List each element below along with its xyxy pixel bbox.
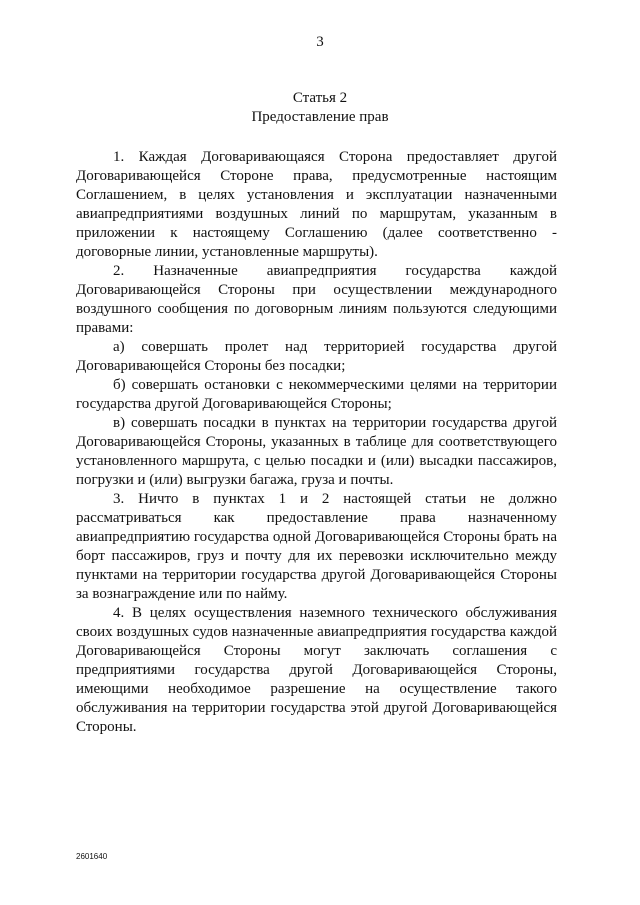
paragraph-2b: б) совершать остановки с некоммерческими целями на территории государства другой Договаривающейся Стороны; <box>76 377 557 412</box>
paragraph-1: 1. Каждая Договаривающаяся Сторона предоставляет другой Договаривающейся Стороне права, предусмотренные настоящим Соглашением, в целях установления и эксплуатации назначенными авиапредприятиями воздушных линий по маршрутам, указанным в приложении к настоящему Соглашению (далее соответственно - договорные линии, установленные маршруты). <box>76 149 557 260</box>
paragraph-2a: а) совершать пролет над территорией государства другой Договаривающейся Стороны без посадки; <box>76 339 557 374</box>
paragraph-2: 2. Назначенные авиапредприятия государства каждой Договаривающейся Стороны при осуществлении международного воздушного сообщения по договорным линиям пользуются следующими правами: <box>76 263 557 336</box>
page-number: 3 <box>316 34 324 50</box>
document-code: 2601640 <box>76 852 108 861</box>
article-body <box>76 148 557 737</box>
paragraph-2c: в) совершать посадки в пунктах на территории государства другой Договаривающейся Стороны, указанных в таблице для соответствующего установленного маршрута, с целью посадки и (или) высадки пассажиров, погрузки и (или) выгрузки багажа, груза и почты. <box>76 415 557 488</box>
article-subtitle: Предоставление прав <box>251 109 389 125</box>
article-title: Статья 2 <box>292 90 348 106</box>
paragraph-3: 3. Ничто в пунктах 1 и 2 настоящей статьи не должно рассматриваться как предоставление права назначенному авиапредприятию государства одной Договаривающейся Стороны брать на борт пассажиров, груз и почту для их перевозки исключительно между пунктами на территории государства другой Договаривающейся Стороны за вознаграждение или по найму. <box>76 491 557 602</box>
paragraph-4: 4. В целях осуществления наземного технического обслуживания своих воздушных судов назначенные авиапредприятия государства каждой Договаривающейся Стороны могут заключать соглашения с предприятиями государства другой Договаривающейся Стороны, имеющими необходимое разрешение на осуществление такого обслуживания на территории государства этой другой Договаривающейся Стороны. <box>76 605 557 735</box>
